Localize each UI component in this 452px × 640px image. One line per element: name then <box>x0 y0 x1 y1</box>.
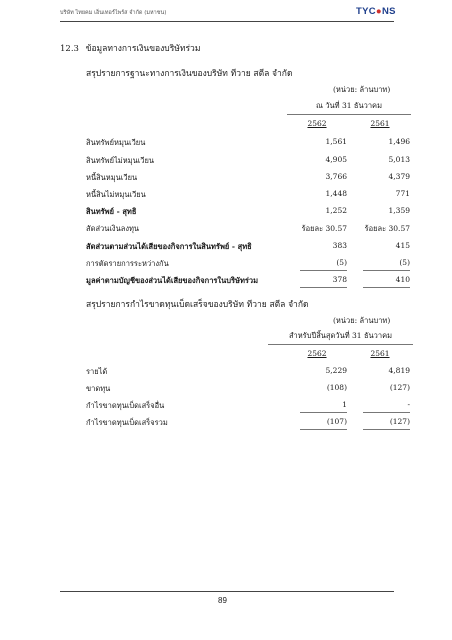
table2-total-rule-2562 <box>300 429 347 430</box>
table1-row-value-2562: 383 <box>332 241 347 250</box>
table1-title: สรุปรายการฐานะทางการเงินของบริษัท ทีวาย สตีล จำกัด <box>86 69 293 79</box>
section-number: 12.3 <box>60 44 79 54</box>
footer-rule <box>60 591 394 592</box>
table2-row-value-2562: 5,229 <box>325 366 347 375</box>
table1-row-value-2562: 1,252 <box>325 206 347 215</box>
table2-caption-rule <box>268 344 413 345</box>
table1-row-label: สินทรัพย์ไม่หมุนเวียน <box>86 156 155 165</box>
table1-total-rule-2562 <box>300 287 347 288</box>
header-rule <box>60 21 394 22</box>
table1-col-header-2561: 2561 <box>370 119 390 128</box>
company-logo: TYC●NS <box>356 6 396 17</box>
table1-row-value-2562: 3,766 <box>325 172 347 181</box>
table2-row-label: กำไรขาดทุนเบ็ดเสร็จรวม <box>86 418 168 427</box>
table1-row-label: สินทรัพย์หมุนเวียน <box>86 138 146 147</box>
table1-unit: (หน่วย: ล้านบาท) <box>333 85 391 94</box>
table1-row-value-2561: (5) <box>399 258 410 267</box>
table1-row-label: สินทรัพย์ - สุทธิ <box>86 207 137 216</box>
table1-date-caption: ณ วันที่ 31 ธันวาคม <box>315 101 383 110</box>
table1-row-value-2562: ร้อยละ 30.57 <box>301 224 347 233</box>
table1-total-rule-2561 <box>363 287 410 288</box>
logo-dot-icon: ● <box>375 6 382 17</box>
table2-row-value-2561: - <box>407 400 410 409</box>
table1-row-value-2561: ร้อยละ 30.57 <box>364 224 410 233</box>
table1-col-header-2562: 2562 <box>307 119 327 128</box>
table1-row-value-2561: 1,359 <box>388 206 410 215</box>
table2-row-value-2561: 4,819 <box>388 366 410 375</box>
table2-subtotal-rule-2562 <box>300 412 347 413</box>
table2-row-value-2562: (108) <box>326 383 347 392</box>
table1-caption-rule <box>287 114 411 115</box>
table2-row-value-2561: (127) <box>389 383 410 392</box>
table1-row-label: หนี้สินหมุนเวียน <box>86 173 138 182</box>
table1-row-value-2561: 415 <box>395 241 410 250</box>
table1-subtotal-rule-2562 <box>300 270 347 271</box>
table2-row-value-2562: 1 <box>342 400 347 409</box>
table2-row-label: ขาดทุน <box>86 384 111 393</box>
table2-row-value-2561: (127) <box>389 417 410 426</box>
table1-row-value-2561: 1,496 <box>388 137 410 146</box>
table2-row-value-2562: (107) <box>326 417 347 426</box>
table2-title: สรุปรายการกำไรขาดทุนเบ็ดเสร็จของบริษัท ทีวาย สตีล จำกัด <box>86 300 309 310</box>
table2-date-caption: สำหรับปีสิ้นสุดวันที่ 31 ธันวาคม <box>288 331 393 340</box>
section-title: ข้อมูลทางการเงินของบริษัทร่วม <box>85 44 201 54</box>
table1-row-label: หนี้สินไม่หมุนเวียน <box>86 190 146 199</box>
table1-row-label: สัดส่วนตามส่วนได้เสียของกิจการในสินทรัพย์ - สุทธิ <box>86 242 252 251</box>
table1-row-value-2562: 4,905 <box>325 155 347 164</box>
table2-row-label: กำไรขาดทุนเบ็ดเสร็จอื่น <box>86 401 165 410</box>
table2-col-header-2561: 2561 <box>370 349 390 358</box>
header-company-name: บริษัท ไทยคม เอ็นเทอร์ไพร์ส จำกัด (มหาชน) <box>60 10 167 16</box>
table2-total-rule-2561 <box>363 429 410 430</box>
table2-row-label: รายได้ <box>86 367 108 376</box>
table2-subtotal-rule-2561 <box>363 412 410 413</box>
section-heading <box>60 41 200 55</box>
table1-row-value-2562: 378 <box>332 275 347 284</box>
table1-row-label: การตัดรายการระหว่างกัน <box>86 259 169 268</box>
page-number: 89 <box>218 596 227 605</box>
table1-row-value-2561: 5,013 <box>388 155 410 164</box>
table1-row-value-2562: (5) <box>336 258 347 267</box>
table2-col-header-2562: 2562 <box>307 349 327 358</box>
table2-unit: (หน่วย: ล้านบาท) <box>333 316 391 325</box>
table1-row-value-2561: 4,379 <box>388 172 410 181</box>
table1-row-value-2561: 410 <box>395 275 410 284</box>
table1-subtotal-rule-2561 <box>363 270 410 271</box>
table1-row-value-2562: 1,561 <box>325 137 347 146</box>
table1-row-label: มูลค่าตามบัญชีของส่วนได้เสียของกิจการในบริษัทร่วม <box>86 276 259 285</box>
table1-row-value-2562: 1,448 <box>325 189 347 198</box>
table1-row-value-2561: 771 <box>395 189 410 198</box>
table1-row-label: สัดส่วนเงินลงทุน <box>86 224 140 233</box>
